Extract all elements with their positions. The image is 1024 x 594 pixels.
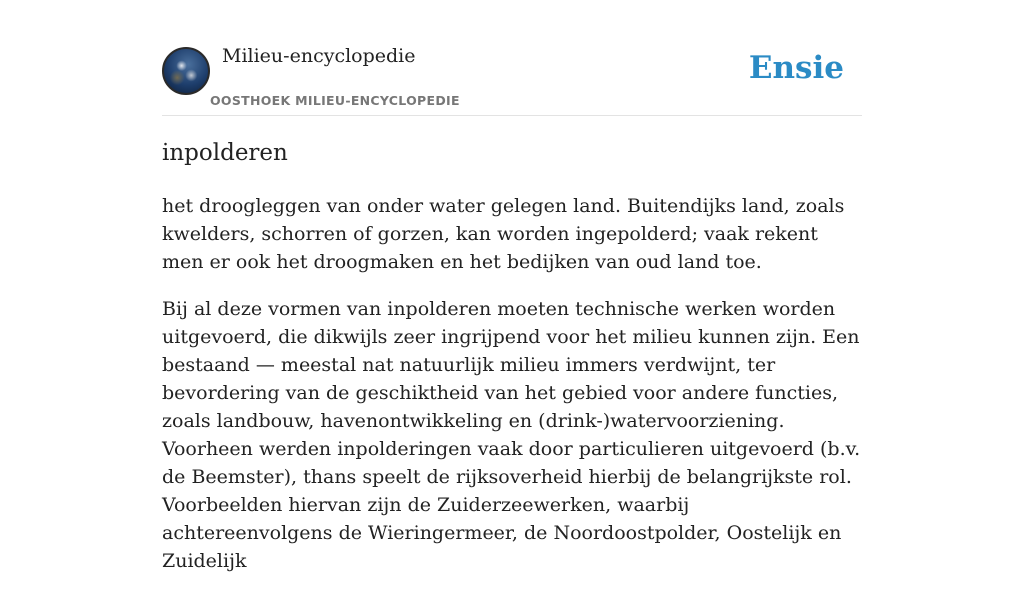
- paragraph-1: het droogleggen van onder water gelegen land. Buitendijks land, zoals kwelders, schorren of gorzen, kan worden ingepolderd; vaak rekent men er ook het droogmaken en het bedijken van oud land toe.: [162, 195, 845, 273]
- brand-logo[interactable]: Ensie: [748, 50, 844, 86]
- site-subtitle[interactable]: OOSTHOEK MILIEU-ENCYCLOPEDIE: [210, 93, 460, 108]
- earth-globe-icon[interactable]: [162, 47, 210, 95]
- entry-body: [162, 192, 862, 594]
- site-title[interactable]: Milieu-encyclopedie: [222, 45, 416, 67]
- content-column: [162, 0, 862, 572]
- entry-title: inpolderen: [162, 140, 288, 166]
- paragraph-2: Bij al deze vormen van inpolderen moeten technische werken worden uitgevoerd, die dikwijls zeer ingrijpend voor het milieu kunnen zijn. Een bestaand — meestal nat natuurlijk milieu immers verdwijnt, ter bevordering van de geschiktheid van het gebied voor andere functies, zoals landbouw, havenontwikkeling en (drink-)watervoorziening. Voorheen werden inpolderingen vaak door particulieren uitgevoerd (b.v. de Beemster), thans speelt de rijksoverheid hierbij de belangrijkste rol. Voorbeelden hiervan zijn de Zuiderzeewerken, waarbij achtereenvolgens de Wieringermeer, de Noordoostpolder, Oostelijk en Zuidelijk: [162, 298, 861, 572]
- site-header: [162, 0, 862, 116]
